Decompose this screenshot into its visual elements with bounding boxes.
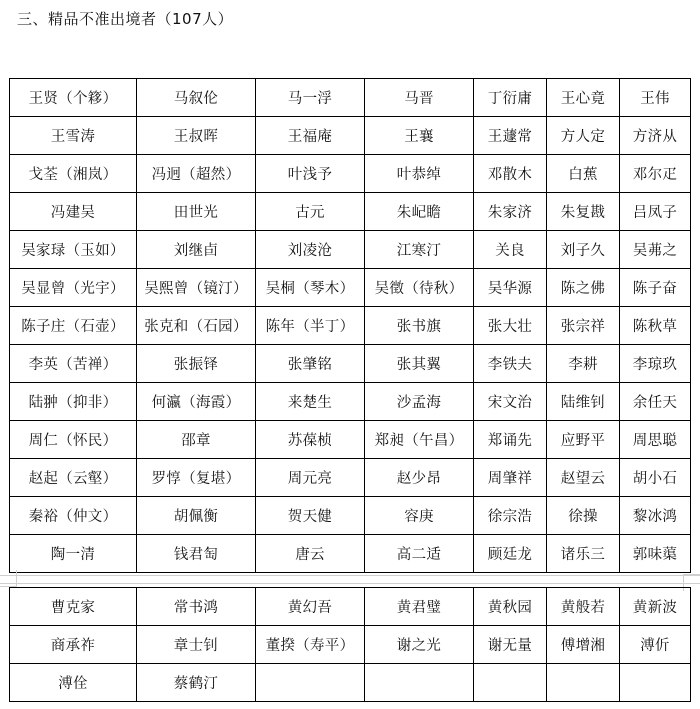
name-cell: 陈年（半丁） [256, 307, 365, 345]
name-cell: 张大壮 [474, 307, 547, 345]
name-cell: 周元亮 [256, 459, 365, 497]
name-cell: 王伟 [620, 79, 691, 117]
name-cell: 吴显曾（光宇） [10, 269, 137, 307]
names-table-page2 [9, 587, 691, 702]
table-row [10, 155, 691, 193]
name-cell: 方济从 [620, 117, 691, 155]
name-cell: 郭味蕖 [620, 535, 691, 573]
name-cell: 苏葆桢 [256, 421, 365, 459]
name-cell: 周思聪 [620, 421, 691, 459]
name-cell: 王蘧常 [474, 117, 547, 155]
name-cell: 李铁夫 [474, 345, 547, 383]
name-cell: 张宗祥 [547, 307, 620, 345]
name-cell: 溥佺 [10, 664, 137, 702]
name-cell: 张其翼 [365, 345, 474, 383]
names-table-page1 [9, 78, 691, 573]
name-cell: 周肇祥 [474, 459, 547, 497]
name-cell: 常书鸿 [137, 588, 256, 626]
name-cell: 陆维钊 [547, 383, 620, 421]
table-row [10, 193, 691, 231]
name-cell: 陈秋草 [620, 307, 691, 345]
name-cell: 章士钊 [137, 626, 256, 664]
name-cell: 吴桐（琴木） [256, 269, 365, 307]
name-cell: 赵望云 [547, 459, 620, 497]
name-cell: 黄君璧 [365, 588, 474, 626]
name-cell: 吕凤子 [620, 193, 691, 231]
name-cell: 王雪涛 [10, 117, 137, 155]
name-cell: 黄般若 [547, 588, 620, 626]
name-cell: 商承祚 [10, 626, 137, 664]
table-row [10, 269, 691, 307]
name-cell: 钱君匋 [137, 535, 256, 573]
table-row [10, 626, 691, 664]
name-cell: 李琼玖 [620, 345, 691, 383]
name-cell: 张振铎 [137, 345, 256, 383]
name-cell: 徐操 [547, 497, 620, 535]
name-cell: 古元 [256, 193, 365, 231]
name-cell [620, 664, 691, 702]
name-cell: 应野平 [547, 421, 620, 459]
name-cell: 戈荃（湘岚） [10, 155, 137, 193]
page-corner-mark-left [0, 570, 17, 587]
name-cell: 王叔晖 [137, 117, 256, 155]
name-cell: 吴茀之 [620, 231, 691, 269]
name-cell: 吴家琭（玉如） [10, 231, 137, 269]
table-row [10, 117, 691, 155]
table-row [10, 588, 691, 626]
name-cell: 陈子庄（石壶） [10, 307, 137, 345]
name-cell: 陶一清 [10, 535, 137, 573]
name-cell: 邓散木 [474, 155, 547, 193]
name-cell: 丁衍庸 [474, 79, 547, 117]
name-cell: 朱复戡 [547, 193, 620, 231]
name-cell: 马晋 [365, 79, 474, 117]
name-cell: 来楚生 [256, 383, 365, 421]
name-cell: 宋文治 [474, 383, 547, 421]
table-row [10, 383, 691, 421]
table-row [10, 345, 691, 383]
table-row [10, 664, 691, 702]
name-cell: 沙孟海 [365, 383, 474, 421]
name-cell: 叶恭绰 [365, 155, 474, 193]
name-cell: 溥伒 [620, 626, 691, 664]
name-cell: 曹克家 [10, 588, 137, 626]
name-cell: 黄新波 [620, 588, 691, 626]
name-cell: 何瀛（海霞） [137, 383, 256, 421]
name-cell: 胡佩衡 [137, 497, 256, 535]
name-cell: 江寒汀 [365, 231, 474, 269]
table-row [10, 79, 691, 117]
name-cell: 谢无量 [474, 626, 547, 664]
name-cell: 高二适 [365, 535, 474, 573]
name-cell: 傅增湘 [547, 626, 620, 664]
name-cell: 叶浅予 [256, 155, 365, 193]
name-cell: 余任天 [620, 383, 691, 421]
name-cell: 张书旗 [365, 307, 474, 345]
name-cell: 邵章 [137, 421, 256, 459]
name-cell: 罗惇（复堪） [137, 459, 256, 497]
name-cell: 刘继卣 [137, 231, 256, 269]
name-cell: 郑诵先 [474, 421, 547, 459]
name-cell: 黄幻吾 [256, 588, 365, 626]
name-cell: 吴华源 [474, 269, 547, 307]
name-cell: 吴熙曾（镜汀） [137, 269, 256, 307]
name-cell: 刘凌沧 [256, 231, 365, 269]
name-cell: 诸乐三 [547, 535, 620, 573]
table-row [10, 497, 691, 535]
page-break [0, 575, 700, 584]
name-cell: 马一浮 [256, 79, 365, 117]
table-row [10, 231, 691, 269]
name-cell [256, 664, 365, 702]
name-cell: 李英（苦禅） [10, 345, 137, 383]
name-cell: 谢之光 [365, 626, 474, 664]
name-cell: 黄秋园 [474, 588, 547, 626]
name-cell: 张肇铭 [256, 345, 365, 383]
name-cell: 王心竟 [547, 79, 620, 117]
name-cell: 徐宗浩 [474, 497, 547, 535]
name-cell: 郑昶（午昌） [365, 421, 474, 459]
name-cell: 李耕 [547, 345, 620, 383]
name-cell: 容庚 [365, 497, 474, 535]
name-cell: 关良 [474, 231, 547, 269]
name-cell: 邓尔疋 [620, 155, 691, 193]
name-cell: 顾廷龙 [474, 535, 547, 573]
table-row [10, 459, 691, 497]
name-cell: 朱家济 [474, 193, 547, 231]
name-cell: 陈之佛 [547, 269, 620, 307]
name-cell: 陆翀（抑非） [10, 383, 137, 421]
name-cell: 田世光 [137, 193, 256, 231]
table-row [10, 307, 691, 345]
name-cell: 刘子久 [547, 231, 620, 269]
name-cell: 王襄 [365, 117, 474, 155]
name-cell [365, 664, 474, 702]
name-cell: 方人定 [547, 117, 620, 155]
name-cell: 朱屺瞻 [365, 193, 474, 231]
name-cell: 赵少昂 [365, 459, 474, 497]
name-cell: 张克和（石园） [137, 307, 256, 345]
name-cell: 马叙伦 [137, 79, 256, 117]
name-cell: 赵起（云壑） [10, 459, 137, 497]
name-cell: 冯迥（超然） [137, 155, 256, 193]
name-cell: 王贤（个簃） [10, 79, 137, 117]
name-cell [474, 664, 547, 702]
name-cell [547, 664, 620, 702]
name-cell: 董揆（寿平） [256, 626, 365, 664]
table-row [10, 535, 691, 573]
name-cell: 王福庵 [256, 117, 365, 155]
section-heading: 三、精品不准出境者（107人） [17, 10, 234, 28]
name-cell: 贺天健 [256, 497, 365, 535]
name-cell: 胡小石 [620, 459, 691, 497]
name-cell: 黎冰鸿 [620, 497, 691, 535]
name-cell: 白蕉 [547, 155, 620, 193]
name-cell: 秦裕（仲文） [10, 497, 137, 535]
name-cell: 陈子奋 [620, 269, 691, 307]
name-cell: 吴徵（待秋） [365, 269, 474, 307]
name-cell: 冯建吴 [10, 193, 137, 231]
name-cell: 周仁（怀民） [10, 421, 137, 459]
table-row [10, 421, 691, 459]
name-cell: 蔡鹤汀 [137, 664, 256, 702]
name-cell: 唐云 [256, 535, 365, 573]
